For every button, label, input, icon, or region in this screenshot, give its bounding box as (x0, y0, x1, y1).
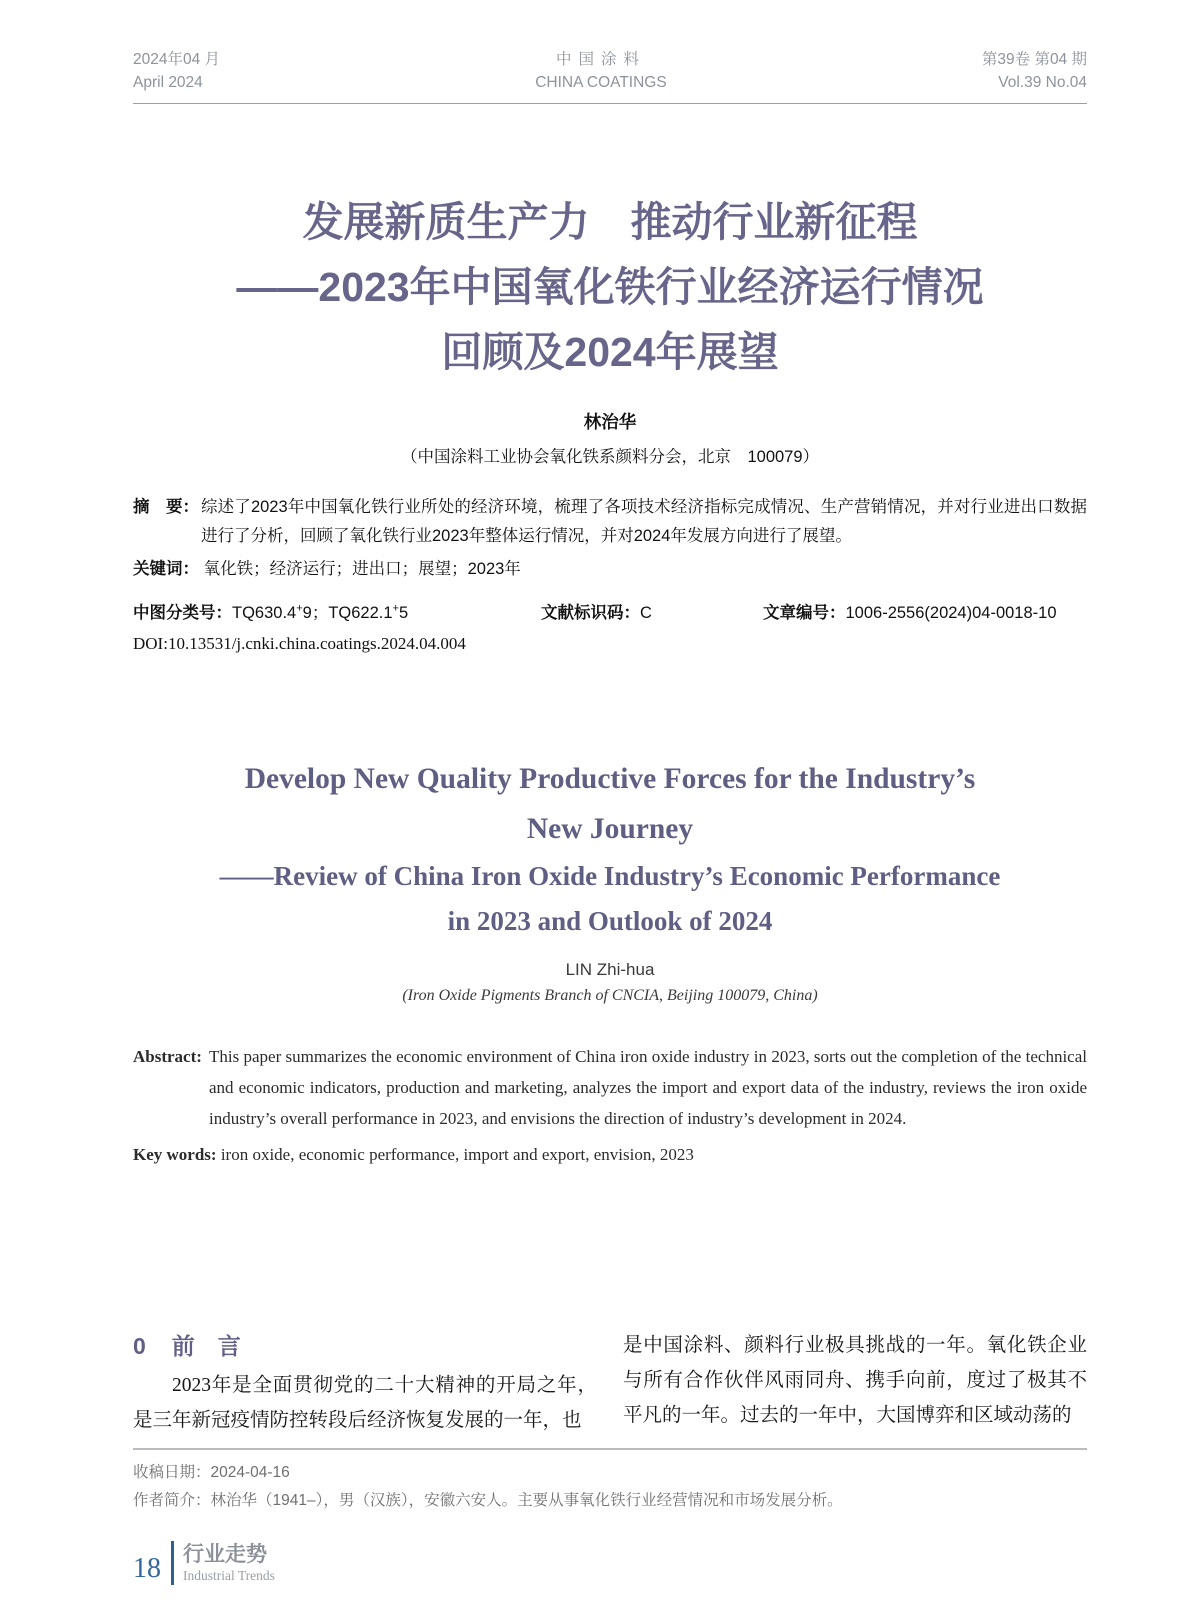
keywords-cn (133, 555, 1087, 584)
clc-number (133, 599, 541, 623)
clc-sup2: + (392, 602, 399, 615)
article-id (763, 599, 1057, 623)
footnotes (133, 1459, 1087, 1515)
article-title-en-line1: Develop New Quality Productive Forces for the Industry’s (244, 763, 976, 795)
clc-label: 中图分类号： (133, 604, 232, 622)
article-title-cn-line1: 发展新质生产力 推动行业新征程 (302, 199, 918, 245)
header-divider (133, 103, 1087, 104)
keywords-en-text: iron oxide, economic performance, import and export, envision, 2023 (220, 1145, 694, 1164)
author-affiliation-en: (Iron Oxide Pigments Branch of CNCIA, Beijing 100079, China) (402, 987, 818, 1004)
clc-value-part3: 5 (398, 604, 409, 622)
body-paragraph-left: 2023年是全面贯彻党的二十大精神的开局之年，是三年新冠疫情防控转段后经济恢复发展的一年，也 (133, 1375, 597, 1431)
article-meta-row (133, 599, 1087, 623)
clc-value-part2: 9；TQ622.1 (302, 604, 393, 622)
footer-bar (171, 1541, 174, 1585)
footer-section-cn: 行业走势 (183, 1542, 267, 1566)
article-title-cn (133, 190, 1087, 385)
keywords-en (133, 1139, 1087, 1170)
journal-name-en: CHINA COATINGS (535, 74, 667, 91)
abstract-cn-label: 摘 要： (133, 498, 199, 516)
article-title-cn-line2: ——2023年中国氧化铁行业经济运行情况 (236, 264, 984, 310)
keywords-cn-label: 关键词： (133, 560, 199, 578)
journal-header (133, 48, 1087, 94)
clc-value-part1: TQ630.4 (232, 604, 297, 622)
header-issue-en: Vol.39 No.04 (998, 74, 1087, 91)
keywords-en-label: Key words: (133, 1145, 217, 1164)
keywords-cn-text: 氧化铁；经济运行；进出口；展望；2023年 (203, 560, 521, 578)
page-number: 18 (133, 1553, 161, 1584)
article-id-value: 1006-2556(2024)04-0018-10 (845, 604, 1057, 622)
clc-sup1: + (296, 602, 303, 615)
body-columns (133, 1328, 1087, 1438)
body-paragraph-right: 是中国涂料、颜料行业极具挑战的一年。氧化铁企业与所有合作伙伴风雨同舟、携手向前，度过了极其不平凡的一年。过去的一年中，大国博弈和区域动荡的 (623, 1335, 1087, 1426)
article-title-en (133, 754, 1087, 944)
header-issue (982, 48, 1087, 94)
body-column-right (623, 1328, 1087, 1438)
abstract-en-label: Abstract: (133, 1047, 202, 1066)
footer-section-en: Industrial Trends (183, 1567, 275, 1583)
page-footer (133, 1541, 1087, 1585)
header-date-cn: 2024年04 月 (133, 51, 221, 68)
article-title-cn-line3: 回顾及2024年展望 (441, 329, 779, 375)
header-date (133, 48, 220, 94)
article-subtitle-en-line2: in 2023 and Outlook of 2024 (447, 906, 773, 936)
header-date-en: April 2024 (133, 74, 203, 91)
abstract-cn-text: 综述了2023年中国氧化铁行业所处的经济环境，梳理了各项技术经济指标完成情况、生产营销情况，并对行业进出口数据进行了分析，回顾了氧化铁行业2023年整体运行情况，并对2024年发展方向进行了展望。 (201, 498, 1087, 545)
abstract-en-text: This paper summarizes the economic environment of China iron oxide industry in 2023, sorts out the completion of the technical and economic indicators, production and marketing, analyzes the import and export data of the industry, reviews the iron oxide industry’s overall performance in 2023, and envisions the direction of industry’s development in 2024. (209, 1047, 1087, 1128)
document-code-value: C (640, 604, 652, 622)
journal-name-cn: 中国涂料 (555, 51, 646, 68)
section-heading (133, 1328, 597, 1364)
body-column-left (133, 1328, 597, 1438)
abstract-en (133, 1041, 1087, 1134)
document-code-label: 文献标识码： (541, 604, 640, 622)
author-affiliation-cn: （中国涂料工业协会氧化铁系颜料分会，北京 100079） (400, 448, 820, 466)
author-name-cn: 林治华 (583, 412, 637, 432)
header-issue-cn: 第39卷 第04 期 (981, 51, 1087, 68)
abstract-cn (133, 493, 1087, 551)
document-code (541, 599, 763, 623)
section-title: 前 言 (171, 1333, 241, 1359)
author-name-en: LIN Zhi-hua (565, 960, 655, 979)
footnote-divider (133, 1448, 1087, 1450)
header-journal-name (535, 48, 666, 94)
doi: DOI:10.13531/j.cnki.china.coatings.2024.04.004 (133, 634, 466, 653)
article-title-en-line2: New Journey (526, 813, 694, 845)
section-number: 0 (133, 1333, 146, 1359)
footer-section (183, 1543, 275, 1584)
article-id-label: 文章编号： (763, 604, 846, 622)
article-subtitle-en-line1: ——Review of China Iron Oxide Industry’s Economic Performance (219, 861, 1001, 891)
author-bio: 作者简介：林治华（1941–），男（汉族），安徽六安人。主要从事氧化铁行业经营情况和市场发展分析。 (133, 1492, 843, 1509)
received-date: 收稿日期：2024-04-16 (133, 1464, 290, 1481)
